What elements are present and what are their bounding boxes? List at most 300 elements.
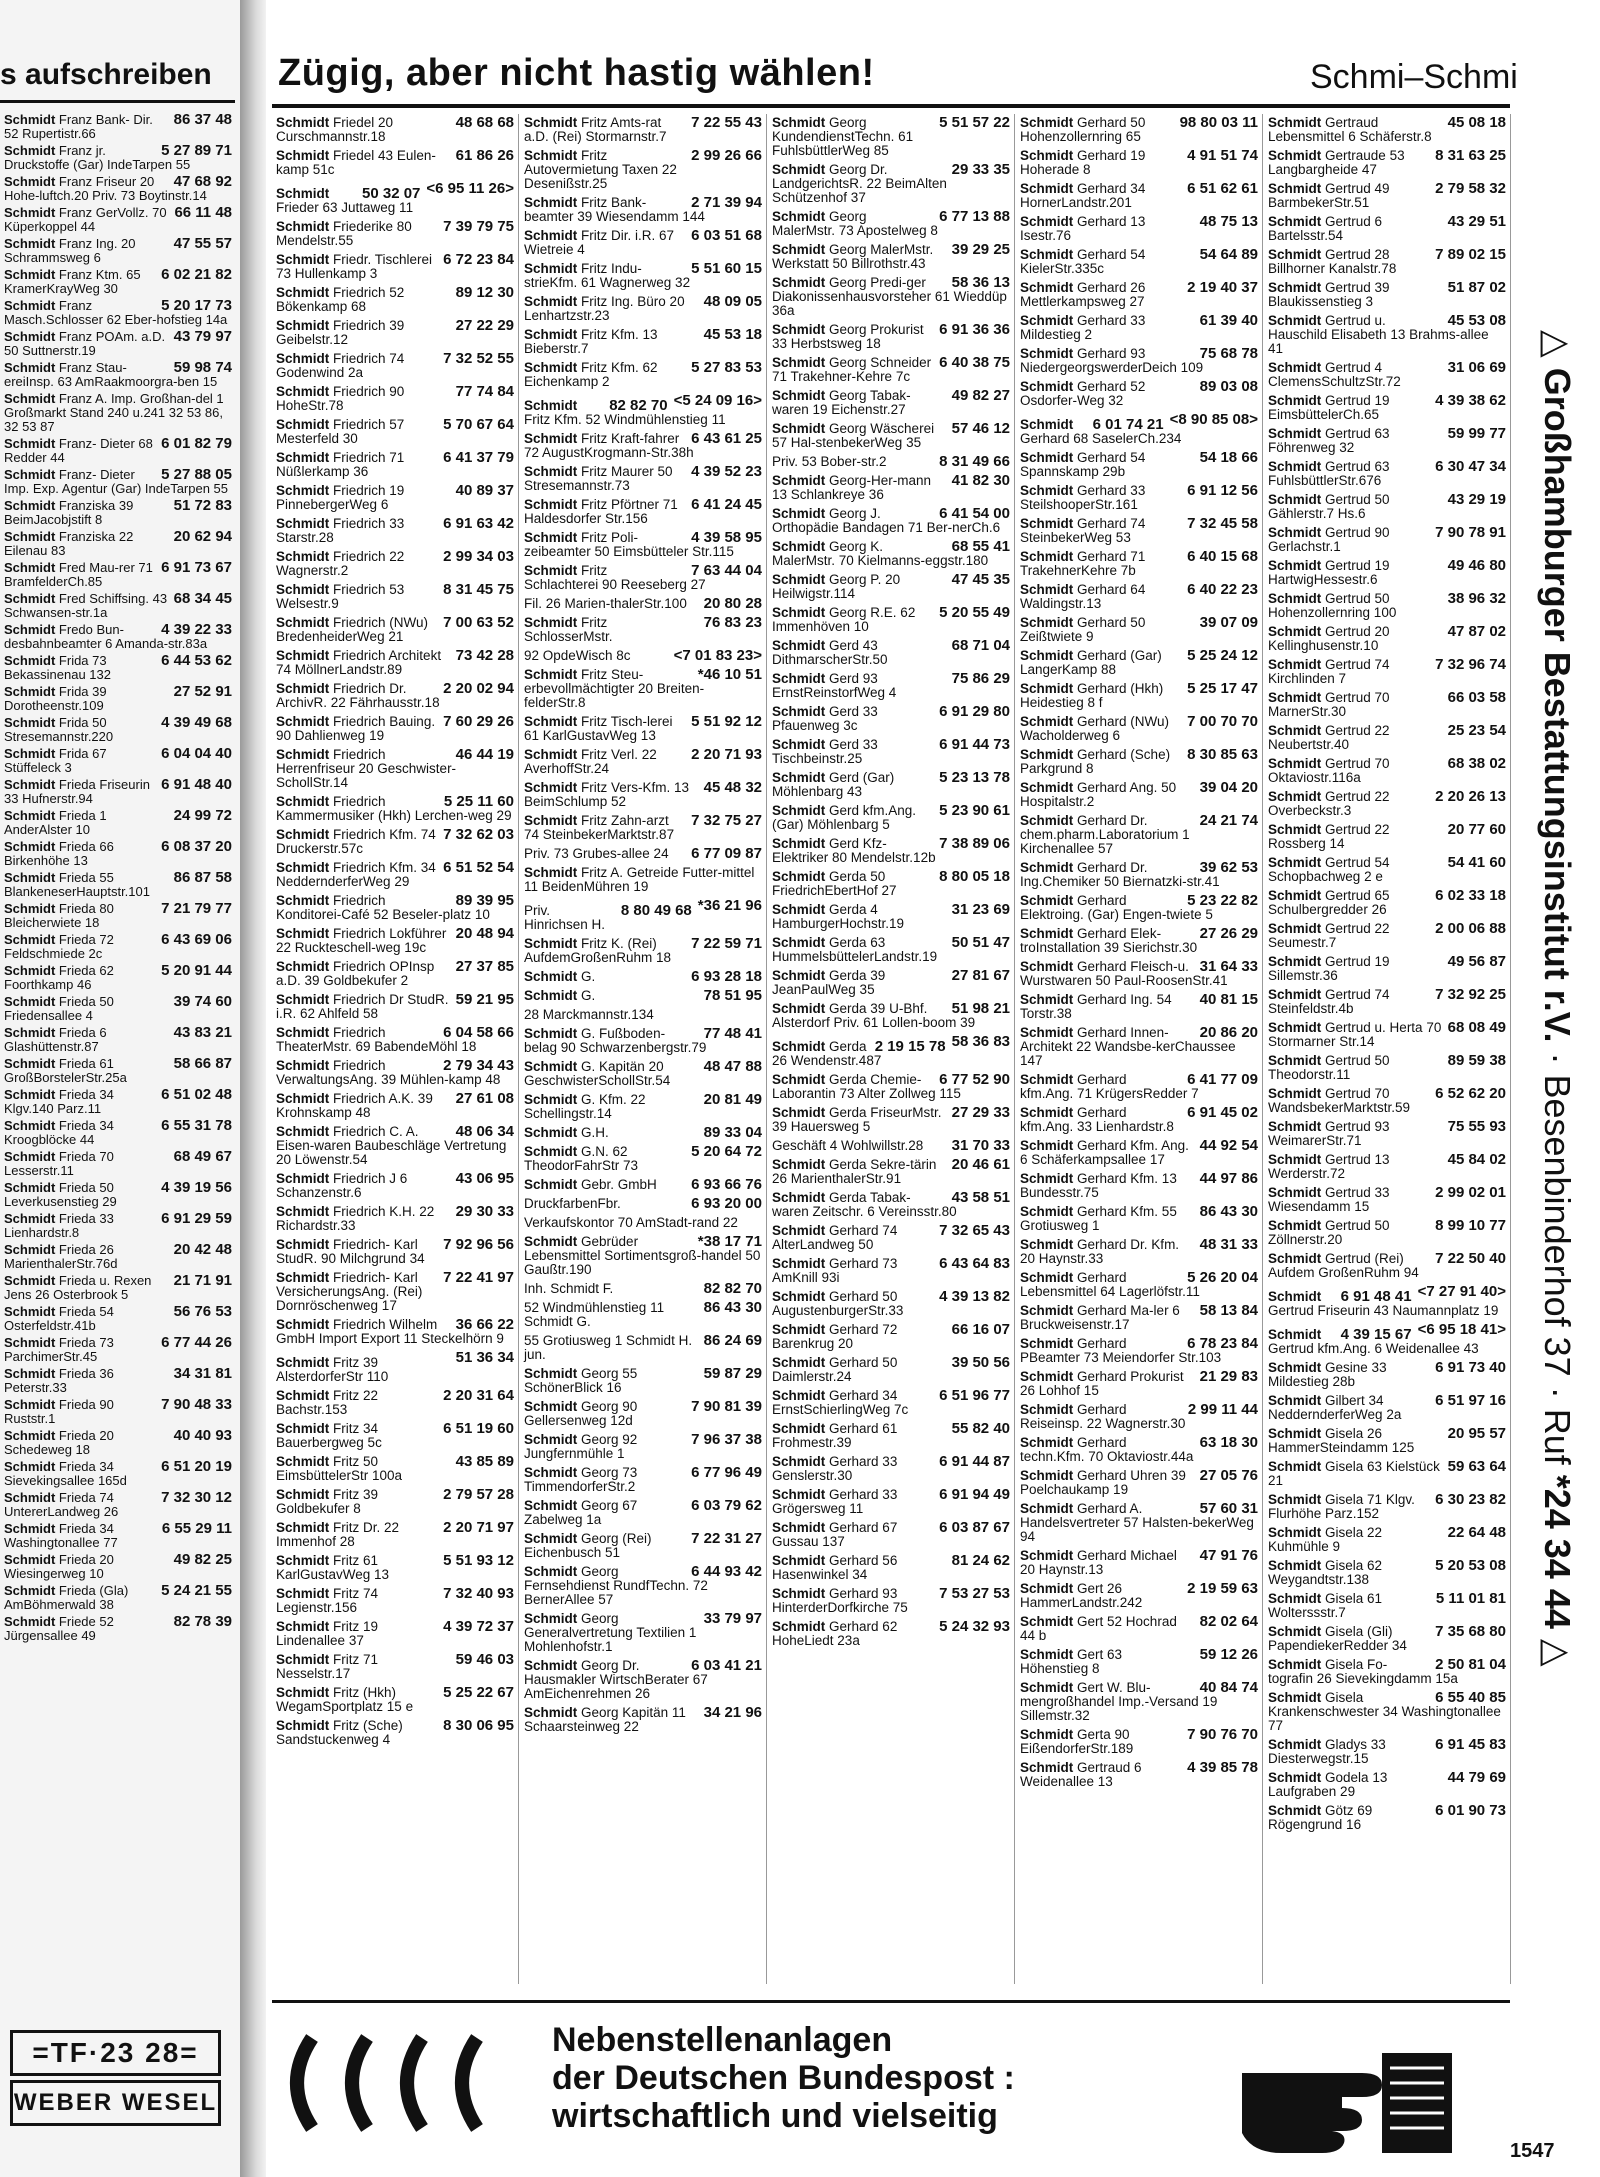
entry-details: Georg R.E. 62 Immenhöven 10 (772, 605, 916, 634)
listing-entry (272, 746, 518, 793)
entry-details: Georg Kapitän 11 Schaarsteinweg 22 (524, 1705, 686, 1734)
phone-number: 8 31 45 75 (443, 581, 514, 598)
entry-details: Gertrud 39 Blaukissenstieg 3 (1268, 280, 1390, 309)
listing-entry (768, 637, 1014, 670)
surname: Schmidt (524, 1399, 578, 1414)
surname: Schmidt (4, 901, 56, 916)
listing-entry (2, 298, 234, 329)
surname: Schmidt (1020, 214, 1074, 229)
entry-details: Fritz Kfm. 13 Bieberstr.7 (524, 327, 658, 356)
phone-number: 27 05 76 (1199, 1467, 1258, 1484)
entry-details: Gertrud 63 FuhlsbüttlerStr.676 (1268, 459, 1390, 488)
entry-details: Gerhard 61 Frohmestr.39 (772, 1421, 898, 1450)
listing-entry (768, 1618, 1014, 1651)
entry-details: Fritz Steu-erbevollmächtigter 20 Breiten-felderStr.8 (524, 667, 705, 710)
listing-entry (768, 802, 1014, 835)
surname: Schmidt (1268, 1185, 1322, 1200)
phone-number: 5 51 60 15 (691, 260, 762, 277)
listing-entry (1016, 1547, 1262, 1580)
phone-number: 7 32 52 55 (443, 350, 514, 367)
phone-number: 6 52 62 20 (1435, 1085, 1506, 1102)
entry-details: Gertrud u. Hauschild Elisabeth 13 Brahms-allee 41 (1268, 313, 1489, 356)
phone-number: 58 36 83 (951, 1033, 1010, 1050)
entry-details: Gisela 62 Weygandtstr.138 (1268, 1558, 1383, 1587)
phone-number: 6 51 96 77 (939, 1387, 1010, 1404)
surname: Schmidt (524, 195, 578, 210)
phone-number: 75 86 29 (951, 670, 1010, 687)
surname: Schmidt (524, 988, 578, 1003)
listing-entry (272, 1316, 518, 1349)
phone-number: 6 93 28 18 (691, 968, 762, 985)
listing-entry (272, 1123, 518, 1170)
phone-number: 6 91 29 80 (939, 703, 1010, 720)
listing-entry (1016, 482, 1262, 515)
phone-number: 8 80 05 18 (939, 868, 1010, 885)
listing-entry (2, 1521, 234, 1552)
entry-details: Gerhard 64 Waldingstr.13 (1020, 582, 1146, 611)
entry-details: Frieda 34 Klgv.140 Parz.11 (4, 1087, 114, 1116)
entry-details: Gertrud 22 Neubertstr.40 (1268, 723, 1390, 752)
surname: Schmidt (4, 1242, 56, 1257)
entry-details: Gerhard 67 Gussau 137 (772, 1520, 898, 1549)
entry-details: Gertrud 70 WandsbekerMarktstr.59 (1268, 1086, 1411, 1115)
entry-details: Gert 26 HammerLandstr.242 (1020, 1581, 1143, 1610)
listing-entry (520, 864, 766, 897)
listing-entry (1264, 114, 1510, 147)
entry-details: Gerhard Elektroing. (Gar) Engen-twiete 5 (1020, 893, 1213, 922)
listing-entry (272, 1203, 518, 1236)
listing-entry (520, 1299, 766, 1332)
listing-entry (272, 383, 518, 416)
phone-number: 44 97 86 (1199, 1170, 1258, 1187)
phone-number: 4 39 22 33 (161, 621, 232, 638)
entry-details: 55 Grotiusweg 1 Schmidt H. jun. (524, 1333, 693, 1362)
phone-number: 2 99 02 01 (1435, 1184, 1506, 1201)
entry-details: Gertrud 90 Gerlachstr.1 (1268, 525, 1390, 554)
entry-details: Gertrud 22 Seumestr.7 (1268, 921, 1390, 950)
entry-details: Gisela Krankenschwester 34 Washingtonallee 77 (1268, 1690, 1501, 1733)
phone-number: 4 91 51 74 (1187, 147, 1258, 164)
listing-entry (272, 1651, 518, 1684)
listing-entry (520, 326, 766, 359)
surname: Schmidt (524, 1498, 578, 1513)
phone-number: 5 51 93 12 (443, 1552, 514, 1569)
entry-details: Friedrich 71 Nüßlerkamp 36 (276, 450, 405, 479)
surname: Schmidt (1020, 1336, 1074, 1351)
entry-details: Frieda 33 Lienhardstr.8 (4, 1211, 114, 1240)
surname: Schmidt (1268, 1360, 1322, 1375)
listing-entry (768, 1420, 1014, 1453)
entry-details: Gertrud 19 HartwigHessestr.6 (1268, 558, 1390, 587)
phone-number: 7 63 44 04 (691, 562, 762, 579)
listing-entry (768, 321, 1014, 354)
entry-details: Georg MalerMstr. Werkstatt 50 Billrothstr.43 (772, 242, 934, 271)
listing-entry (272, 1090, 518, 1123)
entry-details: Gebr. GmbH (581, 1177, 657, 1192)
listing-entry (1016, 746, 1262, 779)
listing-entry (1016, 1368, 1262, 1401)
listing-entry (272, 1519, 518, 1552)
phone-number: 63 18 30 (1199, 1434, 1258, 1451)
surname: Schmidt (1020, 992, 1074, 1007)
surname: Schmidt (524, 1564, 578, 1579)
phone-number: 6 08 37 20 (161, 838, 232, 855)
surname: Schmidt (524, 148, 578, 163)
phone-number: <7 27 91 40> (1417, 1283, 1506, 1300)
phone-number: 6 40 38 75 (939, 354, 1010, 371)
surname: Schmidt (276, 992, 330, 1007)
entry-details: Gerhard Innen-Architekt 22 Wandsbe-kerChaussee 147 (1020, 1025, 1236, 1068)
surname: Schmidt (1020, 1614, 1074, 1629)
listing-entry (768, 571, 1014, 604)
surname: Schmidt (4, 1211, 56, 1226)
surname: Schmidt (1268, 148, 1322, 163)
phone-number: 7 00 70 70 (1187, 713, 1258, 730)
surname: Schmidt (1020, 1581, 1074, 1596)
entry-details: Fritz 74 Legienstr.156 (276, 1586, 379, 1615)
entry-details: Friedrich Herrenfriseur 20 Geschwister-SchollStr.14 (276, 747, 457, 790)
surname: Schmidt (1020, 780, 1074, 795)
phone-number: 6 51 97 16 (1435, 1392, 1506, 1409)
entry-details: Gertrud 93 WeimarerStr.71 (1268, 1119, 1390, 1148)
listing-entry (2, 560, 234, 591)
phone-number: 75 68 78 (1199, 345, 1258, 362)
phone-number: 43 29 19 (1447, 491, 1506, 508)
listing-entry (2, 1428, 234, 1459)
surname: Schmidt (1020, 181, 1074, 196)
entry-details: Gerhard 62 HoheLiedt 23a (772, 1619, 898, 1648)
listing-entry (1016, 1434, 1262, 1467)
surname: Schmidt (524, 530, 578, 545)
surname: Schmidt (772, 1586, 826, 1601)
phone-number: 2 79 34 43 (443, 1057, 514, 1074)
phone-number: 6 77 96 49 (691, 1464, 762, 1481)
listing-entry (520, 463, 766, 496)
listing-entry (2, 1397, 234, 1428)
entry-details: Fritz 61 KarlGustavWeg 13 (276, 1553, 390, 1582)
phone-number: 49 82 27 (951, 387, 1010, 404)
phone-number: 57 60 31 (1199, 1500, 1258, 1517)
entry-details: Friedrich- Karl VersicherungsAng. (Rei) Dornröschenweg 17 (276, 1270, 423, 1313)
directory-columns (272, 114, 1512, 1984)
surname: Schmidt (1020, 1105, 1074, 1120)
surname: Schmidt (276, 1520, 330, 1535)
listing-entry (1264, 1458, 1510, 1491)
surname: Schmidt (4, 777, 56, 792)
entry-details: Priv. 53 Bober-str.2 (772, 454, 887, 469)
phone-number: 2 50 81 04 (1435, 1656, 1506, 1673)
phone-number: 5 20 64 72 (691, 1143, 762, 1160)
listing-entry (1016, 1679, 1262, 1726)
surname: Schmidt (1268, 624, 1322, 639)
entry-details: Gisela 71 Klgv. Flurhöhe Parz.152 (1268, 1492, 1415, 1521)
listing-entry (2, 870, 234, 901)
entry-details: DruckfarbenFbr. (524, 1196, 621, 1211)
surname: Schmidt (524, 1059, 578, 1074)
entry-details: Gerhard 93 NiedergeorgswerderDeich 109 (1020, 346, 1204, 375)
phone-number: 27 29 33 (951, 1104, 1010, 1121)
listing-entry (1016, 1646, 1262, 1679)
entry-details: Frieda Friseurin 33 Hufnerstr.94 (4, 777, 150, 806)
phone-number: 20 46 61 (951, 1156, 1010, 1173)
entry-details: Frida 39 Dorotheenstr.109 (4, 684, 107, 713)
surname: Schmidt (1268, 1770, 1322, 1785)
surname: Schmidt (524, 1177, 578, 1192)
entry-details: Fritz Vers-Kfm. 13 BeimSchlump 52 (524, 780, 690, 809)
phone-number: 7 22 41 97 (443, 1269, 514, 1286)
phone-number: 6 51 19 60 (443, 1420, 514, 1437)
surname: Schmidt (276, 1058, 330, 1073)
listing-entry (520, 260, 766, 293)
listing-entry (272, 892, 518, 925)
phone-number: 6 43 69 06 (161, 931, 232, 948)
entry-details: Franziska 39 BeimJacobjstift 8 (4, 498, 134, 527)
phone-number: 2 20 26 13 (1435, 788, 1506, 805)
entry-details: Fritz Schlachterei 90 Reeseberg 27 (524, 563, 706, 592)
phone-number: 89 03 08 (1199, 378, 1258, 395)
surname: Schmidt (4, 1614, 56, 1629)
phone-number: 6 77 52 90 (939, 1071, 1010, 1088)
listing-entry (272, 826, 518, 859)
phone-number: 2 99 34 03 (443, 548, 514, 565)
phone-number: 4 39 15 67 (1340, 1326, 1412, 1343)
listing-entry (2, 684, 234, 715)
phone-number: 59 46 03 (455, 1651, 514, 1668)
entry-details: Gerhard 50 Hohenzollernring 65 (1020, 115, 1146, 144)
phone-number: 8 30 06 95 (443, 1717, 514, 1734)
phone-number: 7 32 62 03 (443, 826, 514, 843)
phone-number: 2 19 15 78 (874, 1038, 946, 1055)
listing-entry (768, 934, 1014, 967)
surname: Schmidt (4, 436, 56, 451)
entry-details: Gertrud 22 Overbeckstr.3 (1268, 789, 1390, 818)
entry-details: Franz- Dieter 68 Redder 44 (4, 436, 153, 465)
listing-entry (2, 1614, 234, 1645)
surname: Schmidt (1020, 1435, 1074, 1450)
listing-entry (2, 1087, 234, 1118)
phone-number: 6 55 31 78 (161, 1117, 232, 1134)
entry-details: Friedrich 33 Starstr.28 (276, 516, 405, 545)
listing-entry (768, 420, 1014, 453)
phone-number: 29 33 35 (951, 161, 1010, 178)
surname: Schmidt (1268, 855, 1322, 870)
surname: Schmidt (4, 360, 56, 375)
surname: Schmidt (276, 219, 330, 234)
entry-details: Gerhard 33 SteilshooperStr.161 (1020, 483, 1146, 512)
entry-details: Friedrich K.H. 22 Richardstr.33 (276, 1204, 435, 1233)
surname: Schmidt (4, 267, 56, 282)
phone-number: 68 71 04 (951, 637, 1010, 654)
phone-number: 89 59 38 (1447, 1052, 1506, 1069)
surname: Schmidt (1020, 148, 1074, 163)
surname: Schmidt (772, 1520, 826, 1535)
entry-details: Frieda 72 Feldschmiede 2c (4, 932, 114, 961)
phone-number: 40 81 15 (1199, 991, 1258, 1008)
surname: Schmidt (1268, 1289, 1322, 1304)
phone-number: 6 91 45 83 (1435, 1736, 1506, 1753)
entry-details: Gerhard 54 KielerStr.335c (1020, 247, 1146, 276)
listing-entry (1016, 1726, 1262, 1759)
listing-entry (520, 779, 766, 812)
listing-entry (1016, 859, 1262, 892)
surname: Schmidt (276, 1355, 330, 1370)
listing-entry (1264, 458, 1510, 491)
surname: Schmidt (1268, 723, 1322, 738)
surname: Schmidt (1020, 516, 1074, 531)
surname: Schmidt (4, 1428, 56, 1443)
surname: Schmidt (4, 622, 56, 637)
phone-number: 43 83 21 (173, 1024, 232, 1041)
listing-entry (272, 1684, 518, 1717)
phone-number: 6 40 22 23 (1187, 581, 1258, 598)
surname: Schmidt (1268, 313, 1322, 328)
listing-entry (520, 194, 766, 227)
entry-details: Gisela 63 Kielstück 21 (1268, 1459, 1440, 1488)
entry-details: Frieda 70 Lesserstr.11 (4, 1149, 114, 1178)
phone-number: 77 74 84 (455, 383, 514, 400)
phone-number: 27 52 91 (173, 683, 232, 700)
listing-entry (1264, 312, 1510, 359)
entry-details: Gert W. Blu-mengroßhandel Imp.-Versand 19 Sillemstr.32 (1020, 1680, 1218, 1723)
entry-details: Friedrich Dr. ArchivR. 22 Fährhausstr.18 (276, 681, 440, 710)
surname: Schmidt (276, 115, 330, 130)
surname: Schmidt (4, 715, 56, 730)
phone-number: 89 12 30 (455, 284, 514, 301)
phone-number: 29 30 33 (455, 1203, 514, 1220)
listing-entry (2, 715, 234, 746)
page-number: 1547 (1510, 2140, 1555, 2162)
listing-entry (1264, 1151, 1510, 1184)
surname: Schmidt (4, 653, 56, 668)
phone-number: 6 30 23 82 (1435, 1491, 1506, 1508)
listing-entry (520, 1332, 766, 1365)
surname: Schmidt (524, 747, 578, 762)
surname: Schmidt (276, 516, 330, 531)
phone-number: 6 02 33 18 (1435, 887, 1506, 904)
bundespost-advert (272, 2000, 1510, 2173)
surname: Schmidt (772, 1223, 826, 1238)
telephone-brackets-icon (272, 2023, 512, 2143)
phone-number: 47 68 92 (173, 173, 232, 190)
phone-number: 44 92 54 (1199, 1137, 1258, 1154)
listing-entry (768, 1585, 1014, 1618)
surname: Schmidt (772, 1619, 826, 1634)
phone-number: 81 24 62 (951, 1552, 1010, 1569)
phone-number: 7 32 75 27 (691, 812, 762, 829)
surname: Schmidt (1020, 813, 1074, 828)
entry-details: 28 Marckmannstr.134 (524, 1007, 654, 1022)
listing-entry (768, 1486, 1014, 1519)
listing-entry (1016, 1137, 1262, 1170)
surname: Schmidt (1020, 1548, 1074, 1563)
listing-entry (2, 808, 234, 839)
entry-details: Georg Prokurist 33 Herbstsweg 18 (772, 322, 924, 351)
listing-entry (2, 1211, 234, 1242)
surname: Schmidt (4, 1521, 56, 1536)
entry-details: Gerhard Elek-troInstallation 39 Sierichstr.30 (1020, 926, 1198, 955)
listing-entry (1264, 1425, 1510, 1458)
listing-entry (1016, 1236, 1262, 1269)
surname: Schmidt (772, 770, 826, 785)
listing-entry (272, 1618, 518, 1651)
phone-number: 7 22 50 40 (1435, 1250, 1506, 1267)
listing-entry (520, 595, 766, 614)
entry-details: Friedrich A.K. 39 Krohnskamp 48 (276, 1091, 433, 1120)
phone-number: <6 95 18 41> (1417, 1321, 1506, 1338)
entry-details: Gerda 50 FriedrichEbertHof 27 (772, 869, 897, 898)
entry-details: Gerhard 33 Genslerstr.30 (772, 1454, 898, 1483)
surname: Schmidt (524, 1092, 578, 1107)
phone-number: 5 51 57 22 (939, 114, 1010, 131)
phone-number: 2 99 11 44 (1187, 1401, 1258, 1418)
listing-entry (768, 967, 1014, 1000)
phone-number: 27 37 85 (455, 958, 514, 975)
surname: Schmidt (1020, 747, 1074, 762)
entry-details: Gertrud 74 Kirchlinden 7 (1268, 657, 1390, 686)
funeral-ad-address: · Besenbinderhof 37 · Ruf (1537, 1042, 1578, 1475)
listing-entry (2, 391, 234, 436)
entry-details: Franz Stau-ereiInsp. 63 AmRaakmoorgra-ben 15 (4, 360, 218, 389)
surname: Schmidt (1020, 1727, 1074, 1742)
phone-number: 59 98 74 (173, 359, 232, 376)
phone-number: 20 77 60 (1447, 821, 1506, 838)
advert-line-2: der Deutschen Bundespost : (552, 2059, 1015, 2097)
listing-entry (520, 1233, 766, 1280)
phone-number: 4 39 72 37 (443, 1618, 514, 1635)
phone-number: 82 82 70 (703, 1280, 762, 1297)
entry-details: Fritz Verl. 22 AverhoffStr.24 (524, 747, 657, 776)
phone-number: 51 87 02 (1447, 279, 1506, 296)
phone-number: 8 31 63 25 (1435, 147, 1506, 164)
surname: Schmidt (1268, 247, 1322, 262)
listing-entry (272, 147, 518, 180)
entry-details: Friedel 20 Curschmannstr.18 (276, 115, 394, 144)
entry-details: Frieda 36 Peterstr.33 (4, 1366, 114, 1395)
phone-number: 86 43 30 (1199, 1203, 1258, 1220)
entry-details: Gisela 26 HammerSteindamm 125 (1268, 1426, 1415, 1455)
phone-number: 58 66 87 (173, 1055, 232, 1072)
listing-entry (272, 1269, 518, 1316)
listing-entry (1264, 1491, 1510, 1524)
entry-details: Gertrud (Rei) Aufdem GroßenRuhm 94 (1268, 1251, 1419, 1280)
listing-entry (768, 1104, 1014, 1137)
surname: Schmidt (1268, 921, 1322, 936)
listing-entry (1264, 1019, 1510, 1052)
surname: Schmidt (772, 242, 826, 257)
surname: Schmidt (276, 615, 330, 630)
listing-entry (768, 769, 1014, 802)
entry-details: Gertraud Lebensmittel 6 Schäferstr.8 (1268, 115, 1432, 144)
phone-number: 59 99 77 (1447, 425, 1506, 442)
listing-entry (1264, 1736, 1510, 1769)
listing-entry (1016, 1467, 1262, 1500)
listing-entry (1264, 1802, 1510, 1835)
listing-entry (768, 1453, 1014, 1486)
phone-number: 6 41 54 00 (939, 505, 1010, 522)
surname: Schmidt (276, 252, 330, 267)
phone-number: 54 41 60 (1447, 854, 1506, 871)
entry-details: Gerhard Dr. chem.pharm.Laboratorium 1 Kirchenallee 57 (1020, 813, 1190, 856)
entry-details: Gerhard Dr. Ing.Chemiker 50 Biernatzki-str.41 (1020, 860, 1220, 889)
entry-details: Gertrud 33 Wiesendamm 15 (1268, 1185, 1390, 1214)
listing-entry (1264, 213, 1510, 246)
phone-number: 43 58 51 (951, 1189, 1010, 1206)
surname: Schmidt (4, 870, 56, 885)
surname: Schmidt (1268, 1657, 1322, 1672)
advert-text (552, 2021, 1312, 2135)
surname: Schmidt (4, 1335, 56, 1350)
listing-entry (2, 622, 234, 653)
